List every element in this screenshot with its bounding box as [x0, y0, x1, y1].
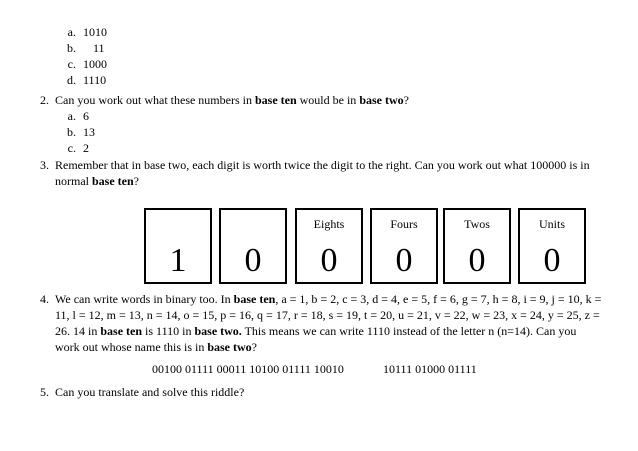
q2-option-c-label: c.	[67, 141, 76, 155]
place-box-digit: 0	[468, 242, 486, 279]
place-box-fours	[370, 208, 438, 284]
place-box-digit: 0	[543, 242, 561, 279]
place-box-units	[518, 208, 586, 284]
place-box-digit: 1	[169, 242, 187, 279]
q2-option-a-text: 6	[83, 109, 89, 123]
q2-option-a-label: a.	[67, 109, 76, 123]
q2-number: 2.	[40, 93, 49, 107]
q2-option-c-text: 2	[83, 141, 89, 155]
q2-text: Can you work out what these numbers in base ten would be in base two?	[55, 93, 409, 107]
place-box-digit: 0	[395, 242, 413, 279]
q1-option-d-label: d.	[67, 73, 76, 87]
binary-name-part-2: 10111 01000 01111	[383, 362, 477, 376]
place-box-digit: 0	[244, 242, 262, 279]
q3-line-2: normal base ten?	[55, 174, 139, 188]
place-box-header: Twos	[464, 217, 490, 231]
q4-line-3: 26. 14 in base ten is 1110 in base two. This means we can write 1110 instead of the letter n (n=14). Can you	[55, 324, 577, 338]
q1-option-d-text: 1110	[83, 73, 107, 87]
place-box-header: Units	[538, 217, 565, 231]
q4-number: 4.	[40, 292, 49, 306]
q1-option-c-label: c.	[67, 57, 76, 71]
q2-option-b-text: 13	[83, 125, 95, 139]
q1-option-b-text: 11	[93, 41, 105, 55]
place-box-eights	[295, 208, 363, 284]
place-box-twos	[443, 208, 511, 284]
q1-option-a-text: 1010	[83, 25, 107, 39]
place-box-digit: 0	[320, 242, 338, 279]
q4-line-4: work out whose name this is in base two?	[55, 340, 257, 354]
q1-option-c-text: 1000	[83, 57, 107, 71]
q4-line-2: 11, l = 12, m = 13, n = 14, o = 15, p = 16, q = 17, r = 18, s = 19, t = 20, u = 21, v = 22, w = 23, x = 24, y = 25, z =	[55, 308, 600, 322]
binary-name-part-1: 00100 01111 00011 10100 01111 10010	[152, 362, 344, 376]
q1-option-b-label: b.	[67, 41, 76, 55]
q3-line-1: Remember that in base two, each digit is worth twice the digit to the right. Can you work out what 100000 is in	[55, 158, 590, 172]
q2-option-b-label: b.	[67, 125, 76, 139]
place-box-header: Eights	[313, 217, 345, 231]
place-box-1	[144, 208, 212, 284]
q3-number: 3.	[40, 158, 49, 172]
place-box-2	[219, 208, 287, 284]
q5-text: Can you translate and solve this riddle?	[55, 385, 245, 399]
q4-line-1: We can write words in binary too. In base ten, a = 1, b = 2, c = 3, d = 4, e = 5, f = 6, g = 7, h = 8, i = 9, j = 10, k =	[55, 292, 602, 306]
place-box-header: Fours	[390, 217, 418, 231]
q1-option-a-label: a.	[67, 25, 76, 39]
q5-number: 5.	[40, 385, 49, 399]
